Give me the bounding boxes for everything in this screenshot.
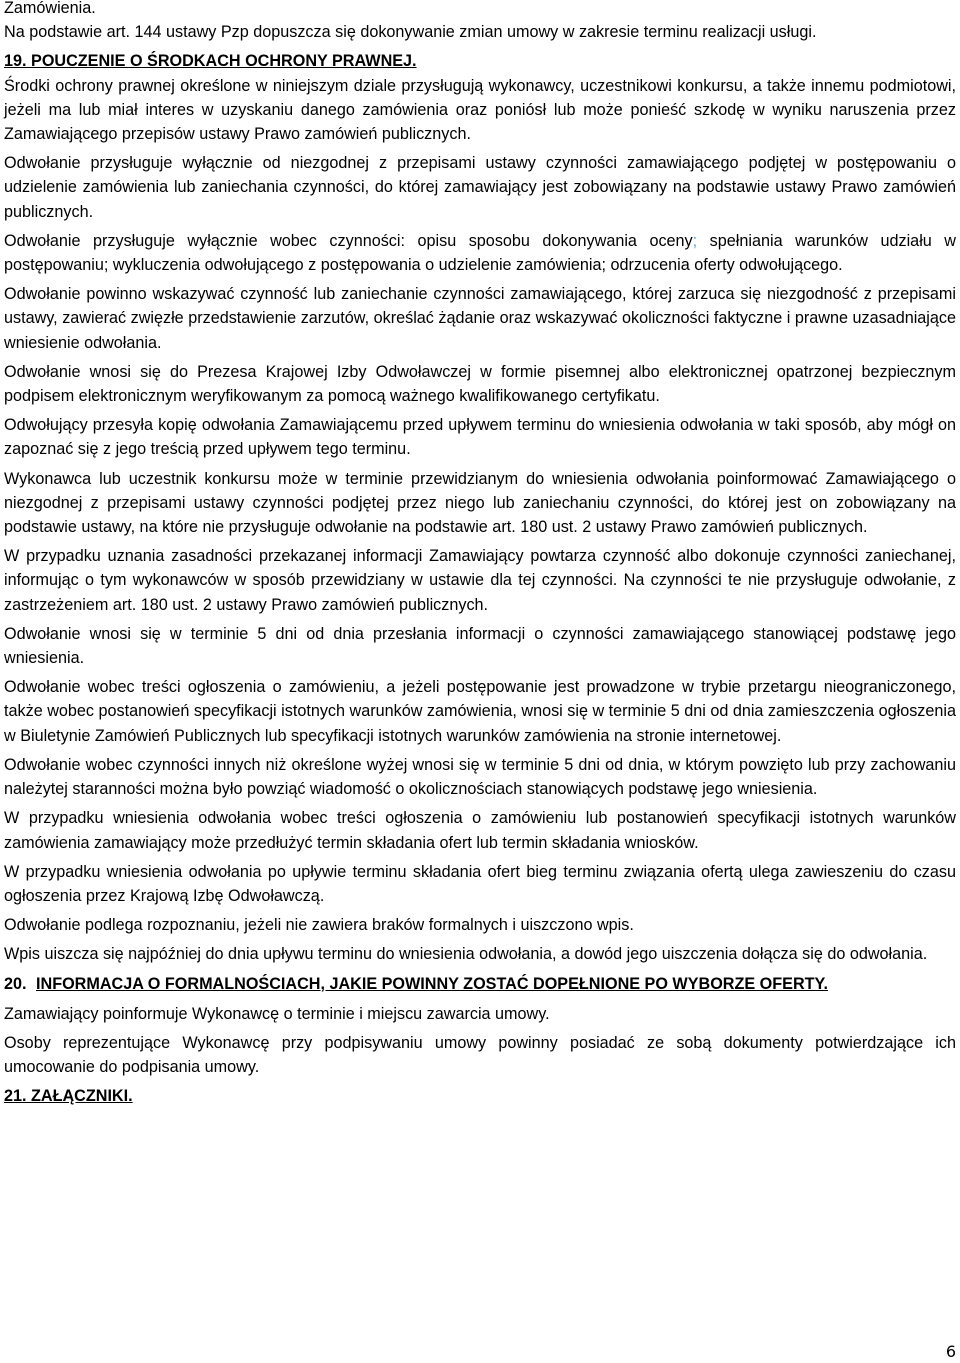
section-21-heading <box>4 1084 956 1108</box>
paragraph-art144: Na podstawie art. 144 ustawy Pzp dopuszcza się dokonywanie zmian umowy w zakresie terminu realizacji usługi. <box>4 23 817 42</box>
section-19-title: POUCZENIE O ŚRODKACH OCHRONY PRAWNEJ. <box>31 52 417 71</box>
highlighted-semicolon: ; <box>692 231 698 250</box>
section-20-heading <box>4 972 956 996</box>
paragraph-legal-remedies: Środki ochrony prawnej określone w niniejszym dziale przysługują wykonawcy, uczestnikowi konkursu, a także innemu podmiotowi, jeżeli ma lub miał interes w uzyskaniu danego zamówienia oraz poniósł lub może ponieść szkodę w wyniku naruszenia przez Zamawiającego przepisów ustawy Prawo zamówień publicznych. <box>4 76 956 144</box>
appeal-actions-part2: spełniania warunków udziału w postępowaniu; wykluczenia odwołującego z postępowania o udzielenie zamówienia; odrzucenia oferty odwołującego. <box>4 231 956 275</box>
document-page <box>4 0 956 1114</box>
page-number: 6 <box>945 1342 956 1361</box>
paragraph-information-validity: W przypadku uznania zasadności przekazanej informacji Zamawiający powtarza czynność albo dokonuje czynności zaniechanej, informując o tym wykonawców w sposób przewidziany w ustawie dla tej czynności. Na czynności te nie przysługuje odwołanie, z zastrzeżeniem art. 180 ust. 2 ustawy Prawo zamówień publicznych. <box>4 547 956 614</box>
appeal-actions-part1: Odwołanie przysługuje wyłącznie wobec czynności: opisu sposobu dokonywania oceny <box>4 231 693 250</box>
paragraph-five-day-term: Odwołanie wnosi się w terminie 5 dni od dnia przesłania informacji o czynności zamawiającego stanowiącej podstawę jego wniesienia. <box>4 624 956 668</box>
paragraph-top-word: Zamówienia. <box>4 0 96 17</box>
section-19-number: 19. <box>4 52 27 71</box>
paragraph-appeal-copy: Odwołujący przesyła kopię odwołania Zamawiającemu przed upływem terminu do wniesienia odwołania w taki sposób, aby mógł on zapoznać się z jego treścią przed upływem tego terminu. <box>4 416 956 459</box>
paragraph-deadline-extension: W przypadku wniesienia odwołania wobec treści ogłoszenia o zamówieniu lub postanowień specyfikacji istotnych warunków zamówienia zamawiający może przedłużyć termin składania ofert lub termin składania wniosków. <box>4 809 956 852</box>
section-20-title: INFORMACJA O FORMALNOŚCIACH, JAKIE POWINNY ZOSTAĆ DOPEŁNIONE PO WYBORZE OFERTY. <box>36 974 829 993</box>
paragraph-formal-review: Odwołanie podlega rozpoznaniu, jeżeli nie zawiera braków formalnych i uiszczono wpis. <box>4 916 634 935</box>
paragraph-other-actions: Odwołanie wobec czynności innych niż określone wyżej wnosi się w terminie 5 dni od dnia, w którym powzięto lub przy zachowaniu należytej staranności można było powziąć wiadomość o okolicznościach stanowiących podstawę jego wniesienia. <box>4 755 956 799</box>
paragraph-contract-info: Zamawiający poinformuje Wykonawcę o terminie i miejscu zawarcia umowy. <box>4 1004 550 1023</box>
section-20-number: 20. <box>4 974 27 993</box>
paragraph-suspension: W przypadku wniesienia odwołania po upływie terminu składania ofert bieg terminu związania ofertą ulega zawieszeniu do czasu ogłoszenia przez Krajową Izbę Odwoławczą. <box>4 862 956 905</box>
paragraph-representatives: Osoby reprezentujące Wykonawcę przy podpisywaniu umowy powinny posiadać ze sobą dokumenty potwierdzające ich umocowanie do podpisania umowy. <box>4 1033 956 1077</box>
paragraph-fee: Wpis uiszcza się najpóźniej do dnia upływu terminu do wniesienia odwołania, a dowód jego uiszczenia dołącza się do odwołania. <box>4 945 928 964</box>
paragraph-appeal-scope: Odwołanie przysługuje wyłącznie od niezgodnej z przepisami ustawy czynności zamawiającego podjętej w postępowaniu o udzielenie zamówienia lub zaniechania czynności, do której zamawiający jest zobowiązany na podstawie ustawy Prawo zamówień publicznych. <box>4 154 956 221</box>
section-21-title: ZAŁĄCZNIKI. <box>31 1087 133 1106</box>
paragraph-appeal-content: Odwołanie powinno wskazywać czynność lub zaniechanie czynności zamawiającego, której zarzuca się niezgodność z przepisami ustawy, zawierać zwięzłe przedstawienie zarzutów, określać żądanie oraz wskazywać okoliczności faktyczne i prawne uzasadniające wniesienie odwołania. <box>4 285 956 352</box>
section-19-heading <box>4 49 956 73</box>
paragraph-contractor-notice: Wykonawca lub uczestnik konkursu może w terminie przewidzianym do wniesienia odwołania poinformować Zamawiającego o niezgodnej z przepisami ustawy czynności podjętej przez niego lub zaniechaniu czynności, do której jest on zobowiązany na podstawie ustawy, na które nie przysługuje odwołanie na podstawie art. 180 ust. 2 ustawy Prawo zamówień publicznych. <box>4 469 956 537</box>
paragraph-appeal-filing: Odwołanie wnosi się do Prezesa Krajowej Izby Odwoławczej w formie pisemnej albo elektronicznej opatrzonej bezpiecznym podpisem elektronicznym weryfikowanym za pomocą ważnego kwalifikowanego certyfikatu. <box>4 362 956 406</box>
section-21-number: 21. <box>4 1087 27 1106</box>
paragraph-appeal-actions <box>4 229 956 277</box>
paragraph-notice-appeal: Odwołanie wobec treści ogłoszenia o zamówieniu, a jeżeli postępowanie jest prowadzone w trybie przetargu nieograniczonego, także wobec postanowień specyfikacji istotnych warunków zamówienia, wnosi się w terminie 5 dni od dnia zamieszczenia ogłoszenia w Biuletynie Zamówień Publicznych lub specyfikacji istotnych warunków zamówienia na stronie internetowej. <box>4 678 956 745</box>
